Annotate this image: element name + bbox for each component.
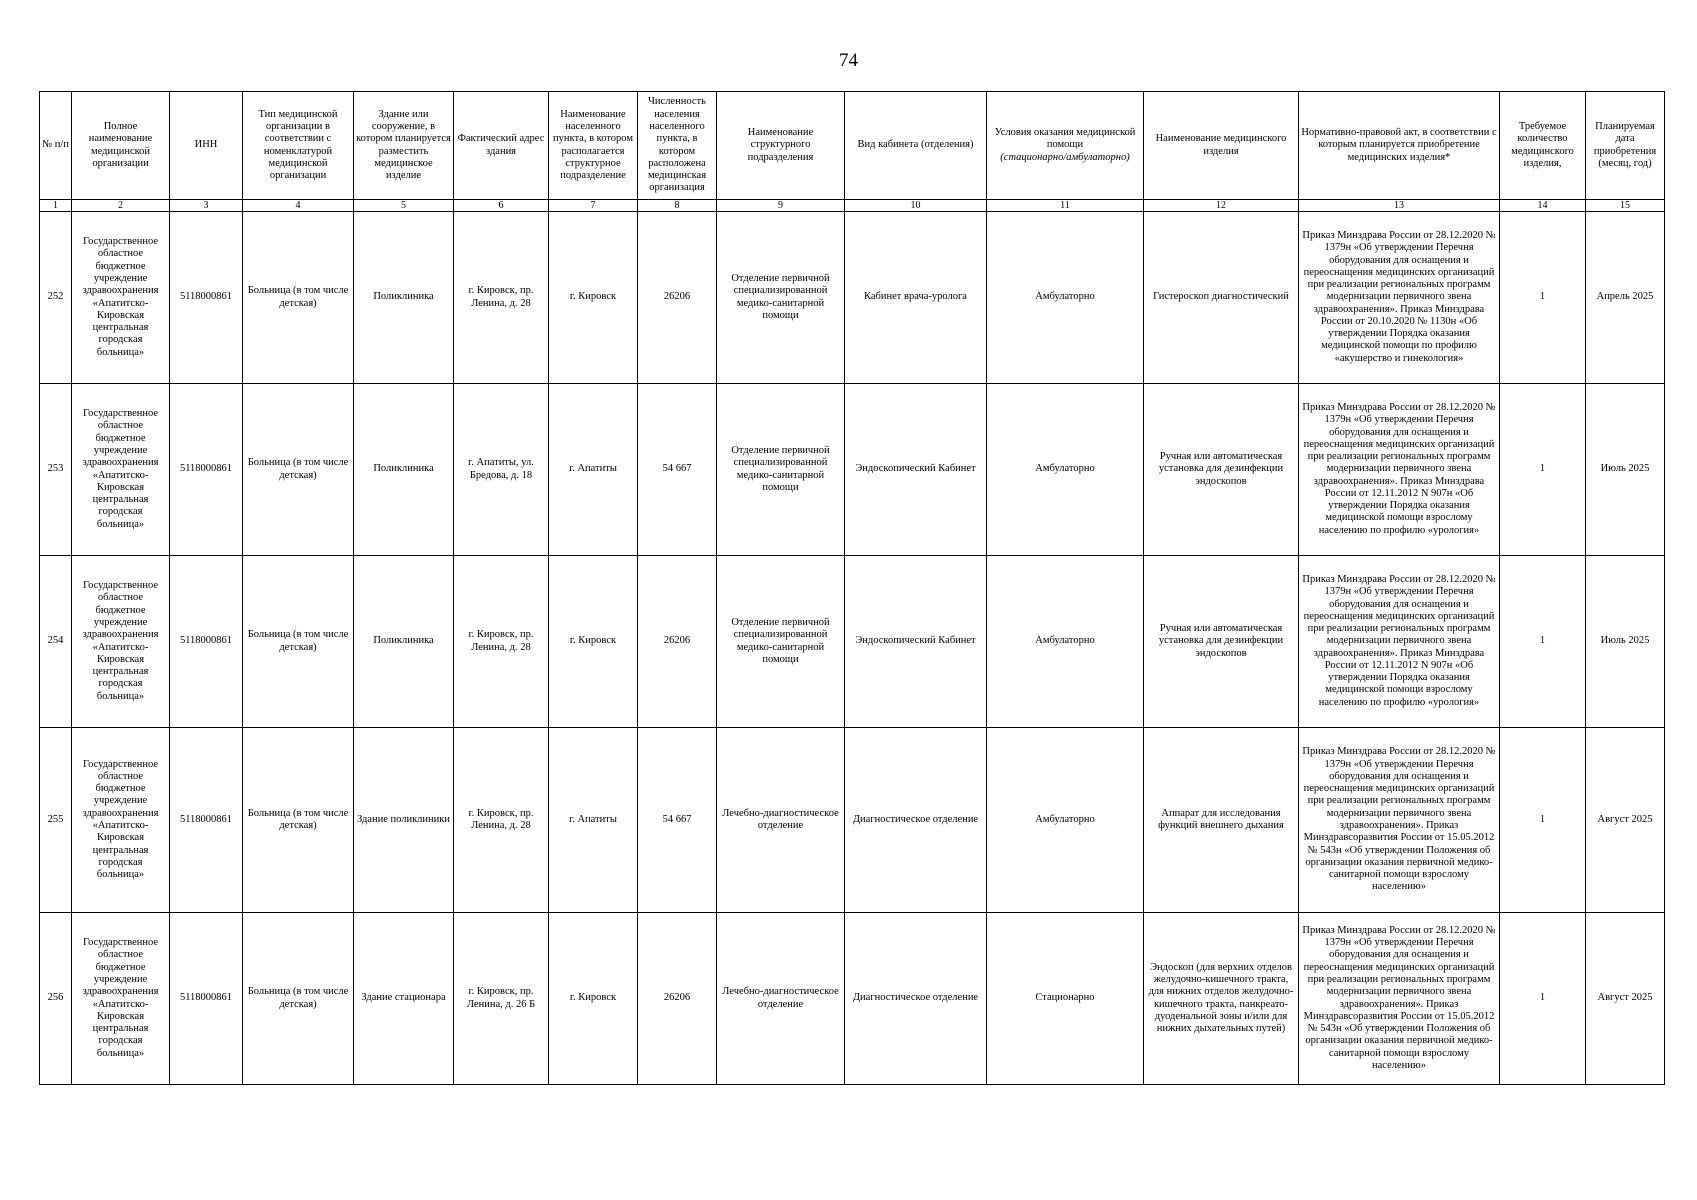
legal-act: Приказ Минздрава России от 28.12.2020 № 1379н «Об утверждении Перечня оборудования для оснащения и переоснащения медицинских организаций при реализации региональных программ модернизации первичного звена здравоохранения». Приказ Минздрава России от 12.11.2012 N 907н «Об утверждении Порядка оказания медицинской помощи взрослому населению по профилю «урология» [1299, 384, 1500, 556]
organization-type: Больница (в том числе детская) [243, 913, 354, 1085]
header-cell: Наименование структурного подразделения [717, 92, 845, 200]
header-cell: Полное наименование медицинской организации [72, 92, 170, 200]
quantity: 1 [1500, 556, 1586, 728]
quantity: 1 [1500, 384, 1586, 556]
organization-name: Государственное областное бюджетное учреждение здравоохранения «Апатитско-Кировская центральная городская больница» [72, 384, 170, 556]
header-cell: Фактический адрес здания [454, 92, 549, 200]
column-number: 12 [1144, 200, 1299, 212]
cabinet-type: Диагностическое отделение [845, 913, 987, 1085]
quantity: 1 [1500, 913, 1586, 1085]
population: 54 667 [638, 384, 717, 556]
cabinet-type: Эндоскопический Кабинет [845, 384, 987, 556]
page-number: 74 [839, 50, 858, 71]
building: Поликлиника [354, 556, 454, 728]
address: г. Кировск, пр. Ленина, д. 28 [454, 556, 549, 728]
inn: 5118000861 [170, 212, 243, 384]
organization-name: Государственное областное бюджетное учреждение здравоохранения «Апатитско-Кировская центральная городская больница» [72, 556, 170, 728]
legal-act: Приказ Минздрава России от 28.12.2020 № 1379н «Об утверждении Перечня оборудования для оснащения и переоснащения медицинских организаций при реализации региональных программ модернизации первичного звена здравоохранения». Приказ Минздравсоразвития России от 15.05.2012 № 543н «Об утверждении Положения об организации оказания первичной медико-санитарной помощи взрослому населению» [1299, 913, 1500, 1085]
structural-unit: Лечебно-диагностическое отделение [717, 913, 845, 1085]
table-row [40, 212, 1665, 384]
address: г. Апатиты, ул. Бредова, д. 18 [454, 384, 549, 556]
column-number: 13 [1299, 200, 1500, 212]
header-conditions-note: (стационарно/амбулаторно) [1000, 151, 1130, 163]
header-cell: Наименование медицинского изделия [1144, 92, 1299, 200]
structural-unit: Лечебно-диагностическое отделение [717, 728, 845, 913]
column-number: 2 [72, 200, 170, 212]
organization-type: Больница (в том числе детская) [243, 212, 354, 384]
structural-unit: Отделение первичной специализированной медико-санитарной помощи [717, 212, 845, 384]
organization-type: Больница (в том числе детская) [243, 556, 354, 728]
address: г. Кировск, пр. Ленина, д. 26 Б [454, 913, 549, 1085]
quantity: 1 [1500, 212, 1586, 384]
column-number: 6 [454, 200, 549, 212]
organization-type: Больница (в том числе детская) [243, 384, 354, 556]
care-conditions: Амбулаторно [987, 212, 1144, 384]
address: г. Кировск, пр. Ленина, д. 28 [454, 212, 549, 384]
row-number: 256 [40, 913, 72, 1085]
purchase-date: Июль 2025 [1586, 384, 1665, 556]
organization-name: Государственное областное бюджетное учреждение здравоохранения «Апатитско-Кировская центральная городская больница» [72, 212, 170, 384]
header-cell: Наименование населенного пункта, в котором располагается структурное подразделение [549, 92, 638, 200]
cabinet-type: Кабинет врача-уролога [845, 212, 987, 384]
settlement: г. Апатиты [549, 384, 638, 556]
settlement: г. Кировск [549, 212, 638, 384]
medical-device: Аппарат для исследования функций внешнего дыхания [1144, 728, 1299, 913]
row-number: 255 [40, 728, 72, 913]
column-number: 11 [987, 200, 1144, 212]
column-number: 5 [354, 200, 454, 212]
row-number: 253 [40, 384, 72, 556]
header-cell: Требуемое количество медицинского изделия, [1500, 92, 1586, 200]
medical-device: Ручная или автоматическая установка для дезинфекции эндоскопов [1144, 384, 1299, 556]
column-number: 4 [243, 200, 354, 212]
column-number: 1 [40, 200, 72, 212]
inn: 5118000861 [170, 556, 243, 728]
purchase-date: Апрель 2025 [1586, 212, 1665, 384]
row-number: 252 [40, 212, 72, 384]
care-conditions: Стационарно [987, 913, 1144, 1085]
purchase-date: Август 2025 [1586, 913, 1665, 1085]
column-number: 3 [170, 200, 243, 212]
organization-type: Больница (в том числе детская) [243, 728, 354, 913]
legal-act: Приказ Минздрава России от 28.12.2020 № 1379н «Об утверждении Перечня оборудования для оснащения и переоснащения медицинских организаций при реализации региональных программ модернизации первичного звена здравоохранения». Приказ Минздравсоразвития России от 15.05.2012 № 543н «Об утверждении Положения об организации оказания первичной медико-санитарной помощи взрослому населению» [1299, 728, 1500, 913]
organization-name: Государственное областное бюджетное учреждение здравоохранения «Апатитско-Кировская центральная городская больница» [72, 913, 170, 1085]
header-cell: № п/п [40, 92, 72, 200]
column-number: 7 [549, 200, 638, 212]
medical-device: Гистероскоп диагностический [1144, 212, 1299, 384]
column-number: 15 [1586, 200, 1665, 212]
row-number: 254 [40, 556, 72, 728]
header-cell: Здание или сооружение, в котором планируется разместить медицинское изделие [354, 92, 454, 200]
population: 26206 [638, 212, 717, 384]
header-cell: Тип медицинской организации в соответствии с номенклатурой медицинской организации [243, 92, 354, 200]
population: 54 667 [638, 728, 717, 913]
medical-device: Эндоскоп (для верхних отделов желудочно-кишечного тракта, для нижних отделов желудочно-кишечного тракта, панкреато-дуоденальной зоны и/или для нижних дыхательных путей) [1144, 913, 1299, 1085]
table-row [40, 913, 1665, 1085]
column-number: 10 [845, 200, 987, 212]
header-conditions-label: Условия оказания медицинской помощи [994, 127, 1136, 151]
structural-unit: Отделение первичной специализированной медико-санитарной помощи [717, 384, 845, 556]
purchase-date: Июль 2025 [1586, 556, 1665, 728]
inn: 5118000861 [170, 384, 243, 556]
table-row [40, 728, 1665, 913]
header-cell: Вид кабинета (отделения) [845, 92, 987, 200]
organization-name: Государственное областное бюджетное учреждение здравоохранения «Апатитско-Кировская центральная городская больница» [72, 728, 170, 913]
column-number: 8 [638, 200, 717, 212]
care-conditions: Амбулаторно [987, 728, 1144, 913]
table-row [40, 556, 1665, 728]
care-conditions: Амбулаторно [987, 384, 1144, 556]
header-cell-conditions [987, 92, 1144, 200]
address: г. Кировск, пр. Ленина, д. 28 [454, 728, 549, 913]
care-conditions: Амбулаторно [987, 556, 1144, 728]
settlement: г. Апатиты [549, 728, 638, 913]
inn: 5118000861 [170, 913, 243, 1085]
settlement: г. Кировск [549, 913, 638, 1085]
structural-unit: Отделение первичной специализированной медико-санитарной помощи [717, 556, 845, 728]
legal-act: Приказ Минздрава России от 28.12.2020 № 1379н «Об утверждении Перечня оборудования для оснащения и переоснащения медицинских организаций при реализации региональных программ модернизации первичного звена здравоохранения». Приказ Минздрава России от 12.11.2012 N 907н «Об утверждении Порядка оказания медицинской помощи взрослому населению по профилю «урология» [1299, 556, 1500, 728]
header-row [40, 92, 1665, 200]
population: 26206 [638, 556, 717, 728]
building: Поликлиника [354, 212, 454, 384]
header-cell: ИНН [170, 92, 243, 200]
header-cell: Планируемая дата приобретения (месяц, год) [1586, 92, 1665, 200]
column-number-row [40, 200, 1665, 212]
cabinet-type: Диагностическое отделение [845, 728, 987, 913]
equipment-registry-table [39, 91, 1665, 1085]
table-row [40, 384, 1665, 556]
header-cell: Нормативно-правовой акт, в соответствии с которым планируется приобретение медицинских изделия* [1299, 92, 1500, 200]
quantity: 1 [1500, 728, 1586, 913]
legal-act: Приказ Минздрава России от 28.12.2020 № 1379н «Об утверждении Перечня оборудования для оснащения и переоснащения медицинских организаций при реализации региональных программ модернизации первичного звена здравоохранения». Приказ Минздрава России от 20.10.2020 № 1130н «Об утверждении Порядка оказания медицинской помощи по профилю «акушерство и гинекология» [1299, 212, 1500, 384]
population: 26206 [638, 913, 717, 1085]
cabinet-type: Эндоскопический Кабинет [845, 556, 987, 728]
medical-device: Ручная или автоматическая установка для дезинфекции эндоскопов [1144, 556, 1299, 728]
header-cell: Численность населения населенного пункта, в котором расположена медицинская организация [638, 92, 717, 200]
purchase-date: Август 2025 [1586, 728, 1665, 913]
settlement: г. Кировск [549, 556, 638, 728]
column-number: 14 [1500, 200, 1586, 212]
column-number: 9 [717, 200, 845, 212]
inn: 5118000861 [170, 728, 243, 913]
building: Поликлиника [354, 384, 454, 556]
building: Здание поликлиники [354, 728, 454, 913]
building: Здание стационара [354, 913, 454, 1085]
